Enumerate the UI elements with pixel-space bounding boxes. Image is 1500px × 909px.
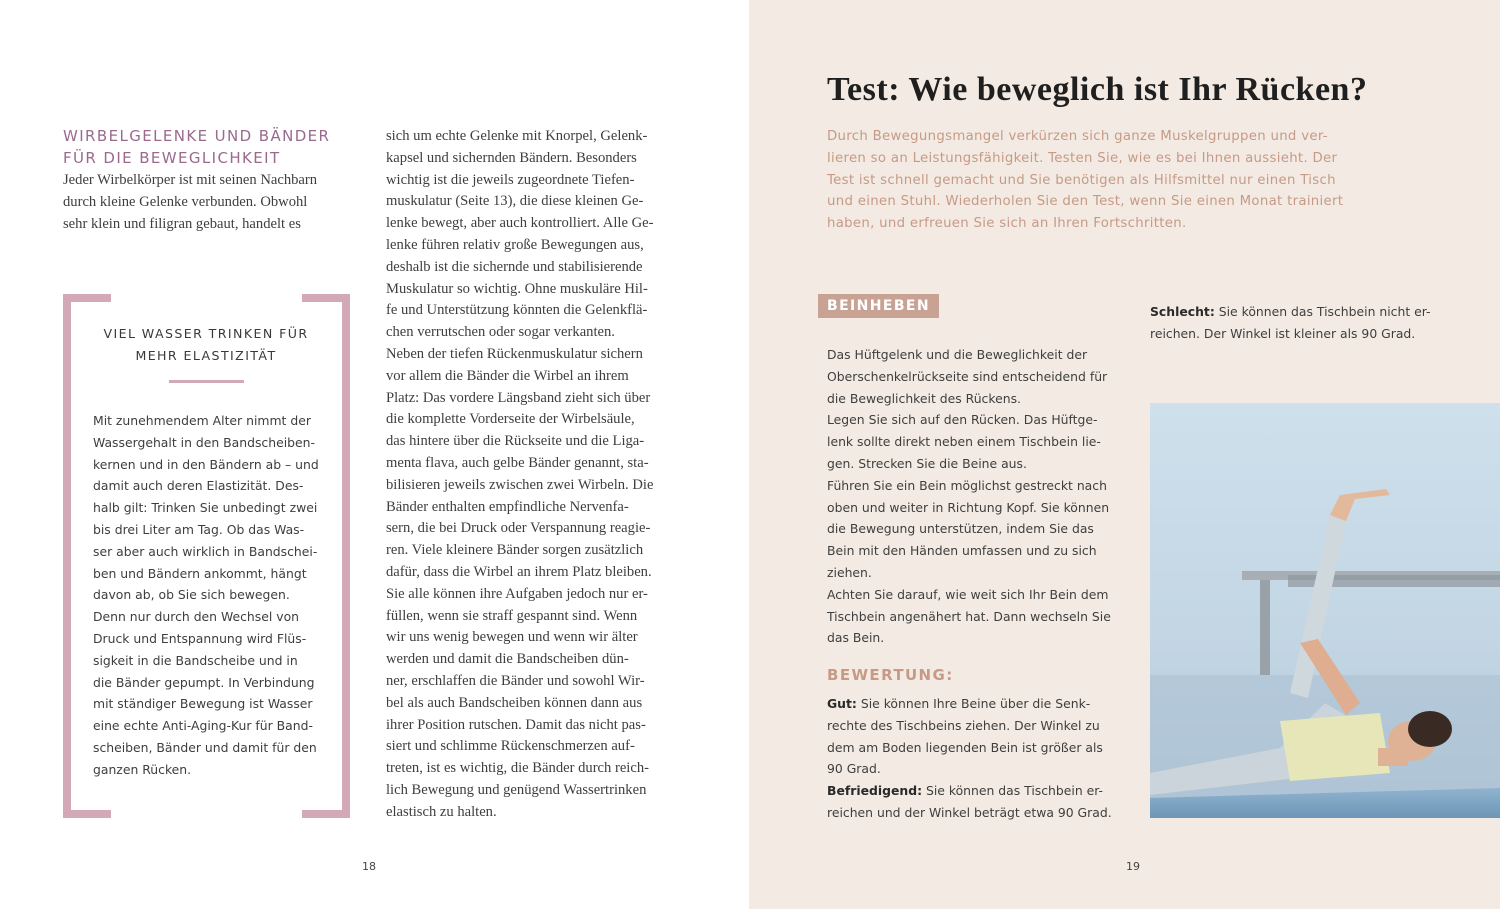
- page-title: Test: Wie beweglich ist Ihr Rücken?: [827, 71, 1368, 108]
- rating-label-schlecht: Schlecht:: [1150, 304, 1215, 319]
- text-line: Das Hüftgelenk und die Beweglichkeit der: [827, 347, 1088, 362]
- text-line: dafür, dass die Wirbel an ihrem Platz bleiben.: [386, 563, 652, 580]
- text-line: lenk sollte direkt neben einem Tischbein lie-: [827, 434, 1101, 450]
- text-line: ihrer Position rutschen. Damit das nicht pas-: [386, 716, 646, 733]
- text-line: Bein mit den Händen umfassen und zu sich: [827, 543, 1097, 559]
- text-line: Führen Sie ein Bein möglichst gestreckt nach: [827, 477, 1107, 493]
- page-number-left: 18: [362, 860, 376, 873]
- exercise-photo: [1150, 403, 1500, 818]
- text-line: Muskulatur so wichtig. Ohne muskuläre Hil-: [386, 280, 648, 297]
- text-line: scheiben, Bänder und damit für den: [93, 739, 317, 755]
- text-line: sehr klein und filigran gebaut, handelt es: [63, 215, 301, 232]
- text-line: Platz: Das vordere Längsband zieht sich über: [386, 389, 651, 406]
- text-line: wir uns wenig bewegen und wenn wir älter: [386, 629, 638, 646]
- text-line: muskulatur (Seite 13), die diese kleinen Ge-: [386, 193, 644, 210]
- text-line: reichen und der Winkel beträgt etwa 90 Grad.: [827, 804, 1112, 820]
- text-line: rechte des Tischbeins ziehen. Der Winkel zu: [827, 717, 1100, 733]
- text-line: durch kleine Gelenke verbunden. Obwohl: [63, 193, 308, 210]
- evaluation-heading: [827, 666, 954, 684]
- section-heading-line: FÜR DIE BEWEGLICHKEIT: [63, 148, 281, 167]
- evaluation-text: [827, 693, 1122, 824]
- text-line: Sie können das Tischbein er-: [926, 783, 1104, 799]
- text-line: ben und Bändern ankommt, hängt: [93, 565, 307, 581]
- text-line: sich um echte Gelenke mit Knorpel, Gelenk-: [386, 128, 648, 144]
- info-box-title: [88, 323, 324, 367]
- rating-label-gut: Gut:: [827, 696, 857, 711]
- section-heading: [63, 126, 353, 169]
- text-line: elastisch zu halten.: [386, 803, 497, 820]
- text-line: vor allem die Bänder die Wirbel an ihrem: [386, 367, 629, 384]
- text-line: ganzen Rücken.: [93, 761, 192, 777]
- text-line: siert und schlimme Rückenschmerzen auf-: [386, 738, 635, 755]
- text-line: werden und damit die Bandscheiben dün-: [386, 651, 629, 668]
- text-line: kapsel und sichernden Bändern. Besonders: [386, 149, 637, 166]
- text-line: treten, ist es wichtig, die Bänder durch reich-: [386, 760, 650, 777]
- shoulder: [1378, 748, 1408, 766]
- text-line: ner, erschlaffen die Bänder und sowohl Wir-: [386, 672, 645, 689]
- text-line: Wassergehalt in den Bandscheiben-: [93, 434, 315, 450]
- text-line: Sie alle können ihre Aufgaben jedoch nur er-: [386, 585, 648, 602]
- page-number-right: 19: [1126, 860, 1140, 873]
- text-line: Denn nur durch den Wechsel von: [93, 609, 300, 625]
- rating-label-befriedigend: Befriedigend:: [827, 783, 923, 799]
- text-line: füllen, wenn sie straff gespannt sind. Wenn: [386, 607, 638, 624]
- text-line: lenke bewegt, aber auch kontrolliert. Alle Ge-: [386, 215, 654, 232]
- text-line: Druck und Entspannung wird Flüs-: [93, 630, 307, 646]
- text-line: halb gilt: Trinken Sie unbedingt zwei: [93, 500, 318, 516]
- text-line: reichen. Der Winkel ist kleiner als 90 Grad.: [1150, 325, 1416, 341]
- hair: [1408, 711, 1452, 747]
- text-line: Mit zunehmendem Alter nimmt der: [93, 413, 311, 428]
- text-line: die komplette Vorderseite der Wirbelsäule,: [386, 411, 635, 428]
- text-line: und einen Stuhl. Wiederholen Sie den Test, wenn Sie einen Monat trainiert: [827, 194, 1344, 210]
- text-line: bilisieren jeweils zwischen zwei Wirbeln. Die: [386, 476, 654, 493]
- exercise-badge-label: BEINHEBEN: [827, 298, 930, 314]
- text-line: Sie können Ihre Beine über die Senk-: [860, 696, 1091, 711]
- text-line: haben, und erfreuen Sie sich an Ihren Fortschritten.: [827, 216, 1187, 232]
- text-line: menta flava, auch gelbe Bänder genannt, sta-: [386, 454, 649, 471]
- text-line: mit ständiger Bewegung ist Wasser: [93, 696, 313, 712]
- info-box-title-line: VIEL WASSER TRINKEN FÜR: [103, 326, 309, 341]
- info-box-divider: [169, 380, 244, 383]
- evaluation-heading-label: BEWERTUNG:: [827, 666, 954, 684]
- exercise-photo-illustration: [1150, 403, 1500, 818]
- text-line: lenke führen relativ große Bewegungen aus,: [386, 236, 644, 253]
- test-instructions: [827, 344, 1117, 649]
- text-line: Durch Bewegungsmangel verkürzen sich ganze Muskelgruppen und ver-: [827, 129, 1328, 144]
- text-line: Tischbein angenähert hat. Dann wechseln Sie: [827, 608, 1111, 624]
- info-box-title-line: MEHR ELASTIZITÄT: [135, 348, 277, 363]
- text-line: Achten Sie darauf, wie weit sich Ihr Bein dem: [827, 586, 1109, 602]
- torso: [1280, 713, 1390, 781]
- text-line: chen verrutschen oder sogar verkanten.: [386, 324, 615, 341]
- text-line: die Bewegung unterstützen, indem Sie das: [827, 521, 1094, 537]
- text-line: lieren so an Leistungsfähigkeit. Testen Sie, wie es bei Ihnen aussieht. Der: [827, 150, 1338, 166]
- body-column: [386, 126, 676, 824]
- text-line: lich Bewegung und genügend Wassertrinken: [386, 781, 647, 798]
- text-line: Test ist schnell gemacht und Sie benötigen als Hilfsmittel nur einen Tisch: [827, 172, 1336, 188]
- text-line: 90 Grad.: [827, 761, 881, 777]
- text-line: Sie können das Tischbein nicht er-: [1218, 304, 1431, 319]
- text-line: ser aber auch wirklich in Bandschei-: [93, 543, 318, 559]
- text-line: gen. Strecken Sie die Beine aus.: [827, 455, 1027, 471]
- table-leg: [1260, 580, 1270, 675]
- text-line: kernen und in den Bändern ab – und: [93, 456, 319, 472]
- text-line: oben und weiter in Richtung Kopf. Sie können: [827, 499, 1110, 515]
- text-line: bis drei Liter am Tag. Ob das Was-: [93, 521, 305, 537]
- text-line: Legen Sie sich auf den Rücken. Das Hüftge-: [827, 412, 1098, 428]
- text-line: wichtig ist die jeweils zugeordnete Tiefen-: [386, 171, 635, 188]
- lead-paragraph: [827, 126, 1352, 235]
- text-line: Neben der tiefen Rückenmuskulatur sichern: [386, 345, 643, 362]
- text-line: ziehen.: [827, 564, 872, 580]
- text-line: dem am Boden liegenden Bein ist größer als: [827, 739, 1103, 755]
- intro-paragraph: [63, 170, 353, 235]
- text-line: eine echte Anti-Aging-Kur für Band-: [93, 718, 313, 734]
- text-line: Bänder enthalten empfindliche Nervenfa-: [386, 498, 629, 515]
- section-heading-line: WIRBELGELENKE UND BÄNDER: [63, 127, 331, 145]
- rating-schlecht: [1150, 301, 1440, 345]
- text-line: damit auch deren Elastizität. Des-: [93, 478, 304, 494]
- text-line: sern, die bei Druck oder Verspannung reagie-: [386, 520, 651, 537]
- text-line: deshalb ist die sichernde und stabilisierende: [386, 258, 643, 275]
- text-line: das Bein.: [827, 630, 885, 646]
- text-line: fe und Unterstützung könnten die Gelenkflä-: [386, 302, 648, 319]
- text-line: ren. Viele kleinere Bänder sorgen zusätzlich: [386, 542, 644, 559]
- text-line: Oberschenkelrückseite sind entscheidend für: [827, 368, 1108, 384]
- text-line: davon ab, ob Sie sich bewegen.: [93, 587, 290, 603]
- text-line: die Beweglichkeit des Rückens.: [827, 390, 1021, 406]
- text-line: bel als auch Bandscheiben können dann aus: [386, 694, 643, 711]
- info-box-text: [93, 410, 325, 781]
- text-line: die Bänder gepumpt. In Verbindung: [93, 674, 315, 690]
- text-line: das hintere über die Rückseite und die Liga-: [386, 433, 645, 450]
- exercise-badge: [818, 294, 939, 318]
- text-line: sigkeit in die Bandscheibe und in: [93, 652, 298, 668]
- text-line: Jeder Wirbelkörper ist mit seinen Nachbarn: [63, 172, 318, 188]
